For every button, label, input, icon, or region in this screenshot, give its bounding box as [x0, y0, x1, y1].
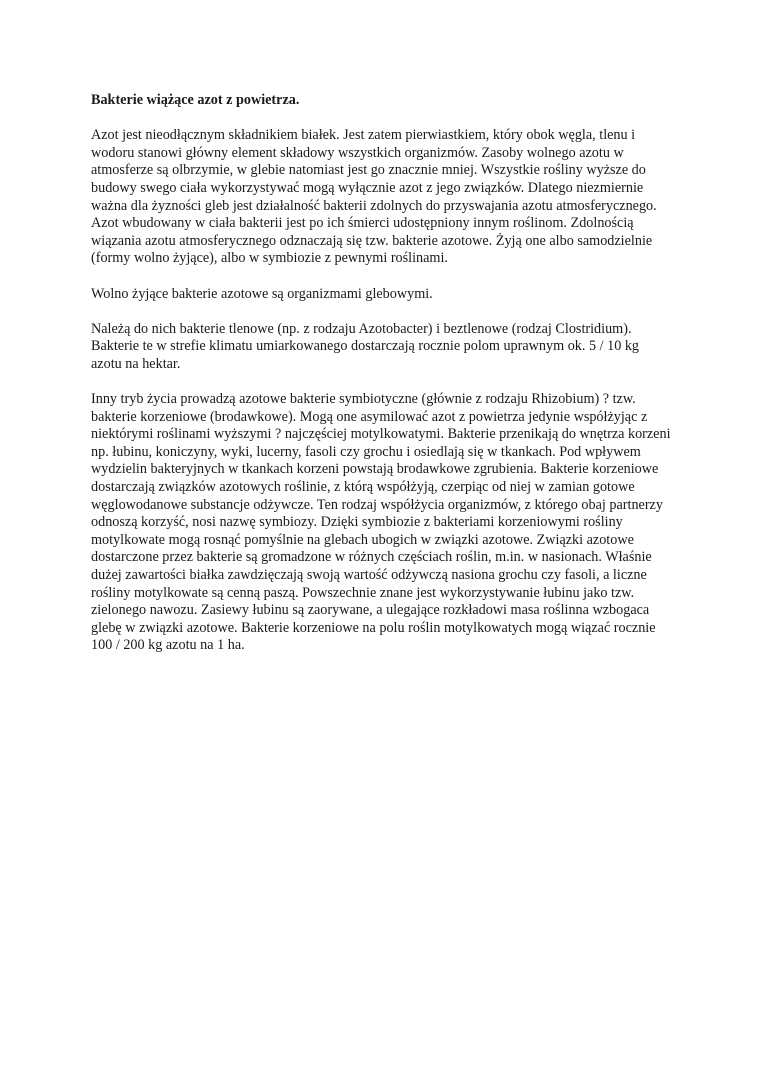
paragraph-symbiotic: Inny tryb życia prowadzą azotowe bakterie symbiotyczne (głównie z rodzaju Rhizobium) ? tzw. bakterie korzeniowe (brodawkowe). Mogą one asymilować azot z powietrza jedynie współżyjąc z niektórymi roślinami wyższymi ? najczęściej motylkowatymi. Bakterie przenikają do wnętrza korzeni np. łubinu, koniczyny, wyki, lucerny, fasoli czy grochu i osiedlają się w tkankach. Pod wpływem wydzielin bakteryjnych w tkankach korzeni powstają brodawkowe zgrubienia. Bakterie korzeniowe dostarczają związków azotowych roślinie, z którą współżyją, czerpiąc od niej w zamian gotowe węglowodanowe substancje odżywcze. Ten rodzaj współżycia organizmów, z którego obaj partnerzy odnoszą korzyść, nosi nazwę symbiozy. Dzięki symbiozie z bakteriami korzeniowymi rośliny motylkowate mogą rosnąć pomyślnie na glebach ubogich w związki azotowe. Związki azotowe dostarczone przez bakterie są gromadzone w różnych częściach roślin, m.in. w nasionach. Właśnie dużej zawartości białka zawdzięczają swoją wartość odżywczą nasiona grochu czy fasoli, a liczne rośliny motylkowate są cenną paszą. Powszechnie znane jest wykorzystywanie łubinu jako tzw. zielonego nawozu. Zasiewy łubinu są zaorywane, a ulegające rozkładowi masa roślinna wzbogaca glebę w związki azotowe. Bakterie korzeniowe na polu roślin motylkowatych mogą wiązać rocznie 100 / 200 kg azotu na 1 ha.	[91, 391, 671, 654]
paragraph-aerobic-anaerobic: Należą do nich bakterie tlenowe (np. z rodzaju Azotobacter) i beztlenowe (rodzaj Clostridium). Bakterie te w strefie klimatu umiarkowanego dostarczają rocznie polom uprawnym ok. 5 / 10 kg azotu na hektar.	[91, 320, 640, 372]
document-title: Bakterie wiążące azot z powietrza.	[91, 92, 300, 108]
paragraph-intro: Azot jest nieodłącznym składnikiem białek. Jest zatem pierwiastkiem, który obok węgla, tlenu i wodoru stanowi główny element składowy wszystkich organizmów. Zasoby wolnego azotu w atmosferze są olbrzymie, w glebie natomiast jest go znacznie mniej. Wszystkie rośliny wyższe do budowy swego ciała wykorzystywać mogą wyłącznie azot z jego związków. Dlatego niezmiernie ważna dla żyzności gleb jest działalność bakterii zdolnych do przyswajania azotu atmosferycznego. Azot wbudowany w ciała bakterii jest po ich śmierci udostępniony innym roślinom. Zdolnością wiązania azotu atmosferycznego odznaczają się tzw. bakterie azotowe. Żyją one albo samodzielnie (formy wolno żyjące), albo w symbiozie z pewnymi roślinami.	[91, 127, 657, 267]
document-body	[91, 92, 673, 673]
paragraph-free-living: Wolno żyjące bakterie azotowe są organizmami glebowymi.	[91, 285, 433, 302]
